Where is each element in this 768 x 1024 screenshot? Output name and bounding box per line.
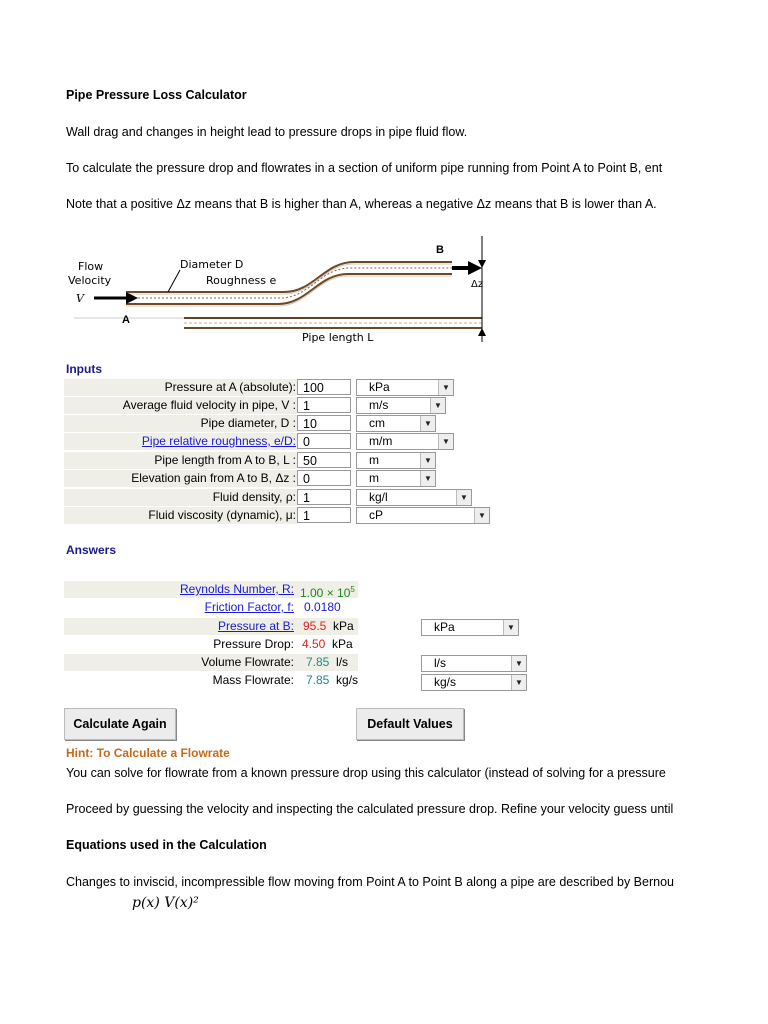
unit-value: kg/s <box>434 675 457 689</box>
input-label: Pressure at A (absolute): <box>64 379 297 396</box>
unit-value: m/m <box>369 434 393 448</box>
answer-row-pressure-drop <box>64 636 358 653</box>
input-label: Fluid density, ρ: <box>64 489 297 506</box>
hint-paragraph-1: You can solve for flowrate from a known pressure drop using this calculator (instead of solving for a pressure <box>66 766 666 780</box>
input-row-diameter <box>64 415 484 432</box>
velocity-unit-select[interactable] <box>356 397 446 414</box>
answers-heading: Answers <box>66 543 117 557</box>
length-input[interactable]: 50 <box>297 452 351 468</box>
pipe-length-label: Pipe length L <box>302 331 374 344</box>
mass-flow-output: 7.85 kg/s <box>306 673 359 687</box>
answer-row-volume-flow <box>64 654 358 671</box>
diameter-unit-select[interactable] <box>356 415 436 432</box>
answer-row-reynolds <box>64 581 358 598</box>
roughness-unit-select[interactable] <box>356 433 454 450</box>
input-row-roughness <box>64 433 484 450</box>
input-label: Pipe length from A to B, L : <box>64 452 297 469</box>
answer-row-pressure-b <box>64 618 358 635</box>
hint-paragraph-2: Proceed by guessing the velocity and inspecting the calculated pressure drop. Refine your velocity guess until <box>66 802 674 816</box>
input-row-length <box>64 452 484 469</box>
reynolds-help-link[interactable]: Reynolds Number, R: <box>179 582 294 596</box>
chevron-down-icon: ▼ <box>474 508 489 523</box>
length-unit-select[interactable] <box>356 452 436 469</box>
hint-heading: Hint: To Calculate a Flowrate <box>66 746 230 760</box>
pressure-output-unit-select[interactable] <box>421 619 519 636</box>
chevron-down-icon: ▼ <box>420 416 435 431</box>
unit-value: cP <box>369 508 384 522</box>
calculate-again-button[interactable]: Calculate Again <box>64 708 176 740</box>
diameter-label: Diameter D <box>180 258 244 271</box>
unit-value: m <box>369 453 379 467</box>
input-label: Fluid viscosity (dynamic), μ: <box>64 507 297 524</box>
pressure-b-help-link[interactable]: Pressure at B: <box>217 619 294 633</box>
chevron-down-icon: ▼ <box>438 434 453 449</box>
mass-output-unit-select[interactable] <box>421 674 527 691</box>
inputs-heading: Inputs <box>66 362 102 376</box>
pressure-a-unit-select[interactable] <box>356 379 454 396</box>
v-symbol: V <box>76 292 84 305</box>
input-row-density <box>64 489 484 506</box>
answer-row-friction <box>64 599 358 616</box>
answer-row-mass-flow <box>64 672 358 689</box>
roughness-label: Roughness e <box>206 274 277 287</box>
elevation-unit-select[interactable] <box>356 470 436 487</box>
intro-paragraph-2: To calculate the pressure drop and flowrates in a section of uniform pipe running from Point A to Point B, ent <box>66 161 663 175</box>
volume-flow-label: Volume Flowrate: <box>201 655 294 669</box>
density-input[interactable]: 1 <box>297 489 351 505</box>
pressure-drop-label: Pressure Drop: <box>213 637 294 651</box>
viscosity-unit-select[interactable] <box>356 507 490 524</box>
chevron-down-icon: ▼ <box>511 675 526 690</box>
pressure-a-input[interactable]: 100 <box>297 379 351 395</box>
intro-paragraph-3: Note that a positive Δz means that B is higher than A, whereas a negative Δz means that B is lower than A. <box>66 197 657 211</box>
equations-heading: Equations used in the Calculation <box>66 838 267 852</box>
velocity-label: Velocity <box>68 274 112 287</box>
chevron-down-icon: ▼ <box>511 656 526 671</box>
equations-paragraph: Changes to inviscid, incompressible flow moving from Point A to Point B along a pipe are described by Bernou <box>66 875 674 889</box>
flow-label: Flow <box>78 260 104 273</box>
unit-value: l/s <box>434 656 446 670</box>
friction-value: 0.0180 <box>304 600 341 614</box>
page-title: Pipe Pressure Loss Calculator <box>66 88 247 102</box>
pressure-drop-output: 4.50 kPa <box>302 637 353 651</box>
roughness-help-link[interactable]: Pipe relative roughness, e/D: <box>64 433 297 450</box>
chevron-down-icon: ▼ <box>503 620 518 635</box>
input-row-viscosity <box>64 507 484 524</box>
chevron-down-icon: ▼ <box>438 380 453 395</box>
density-unit-select[interactable] <box>356 489 472 506</box>
chevron-down-icon: ▼ <box>420 471 435 486</box>
unit-value: kPa <box>434 620 455 634</box>
input-label: Elevation gain from A to B, Δz : <box>64 470 297 487</box>
input-row-elevation <box>64 470 484 487</box>
dz-label: Δz <box>471 279 484 290</box>
input-label: Average fluid velocity in pipe, V : <box>64 397 297 414</box>
bernoulli-formula-partial: p(x) V(x)² <box>132 895 199 911</box>
default-values-button[interactable]: Default Values <box>356 708 464 740</box>
intro-paragraph-1: Wall drag and changes in height lead to pressure drops in pipe fluid flow. <box>66 125 468 139</box>
input-row-pressure-a <box>64 379 484 396</box>
input-row-velocity <box>64 397 484 414</box>
chevron-down-icon: ▼ <box>456 490 471 505</box>
unit-value: m <box>369 471 379 485</box>
unit-value: kg/l <box>369 490 388 504</box>
unit-value: cm <box>369 416 385 430</box>
input-label: Pipe diameter, D : <box>64 415 297 432</box>
formula-clip <box>0 893 768 913</box>
viscosity-input[interactable]: 1 <box>297 507 351 523</box>
point-a-label: A <box>122 314 130 326</box>
chevron-down-icon: ▼ <box>430 398 445 413</box>
pressure-b-output: 95.5 kPa <box>303 619 354 633</box>
friction-help-link[interactable]: Friction Factor, f: <box>204 600 294 614</box>
chevron-down-icon: ▼ <box>420 453 435 468</box>
unit-value: kPa <box>369 380 390 394</box>
diameter-input[interactable]: 10 <box>297 415 351 431</box>
reynolds-value: $1.00 \times 10^5$ <box>300 585 355 600</box>
roughness-input[interactable]: 0 <box>297 433 351 449</box>
volume-output-unit-select[interactable] <box>421 655 527 672</box>
elevation-input[interactable]: 0 <box>297 470 351 486</box>
unit-value: m/s <box>369 398 389 412</box>
mass-flow-label: Mass Flowrate: <box>212 673 294 687</box>
volume-flow-output: 7.85 l/s <box>306 655 349 669</box>
velocity-input[interactable]: 1 <box>297 397 351 413</box>
point-b-label: B <box>436 244 444 256</box>
